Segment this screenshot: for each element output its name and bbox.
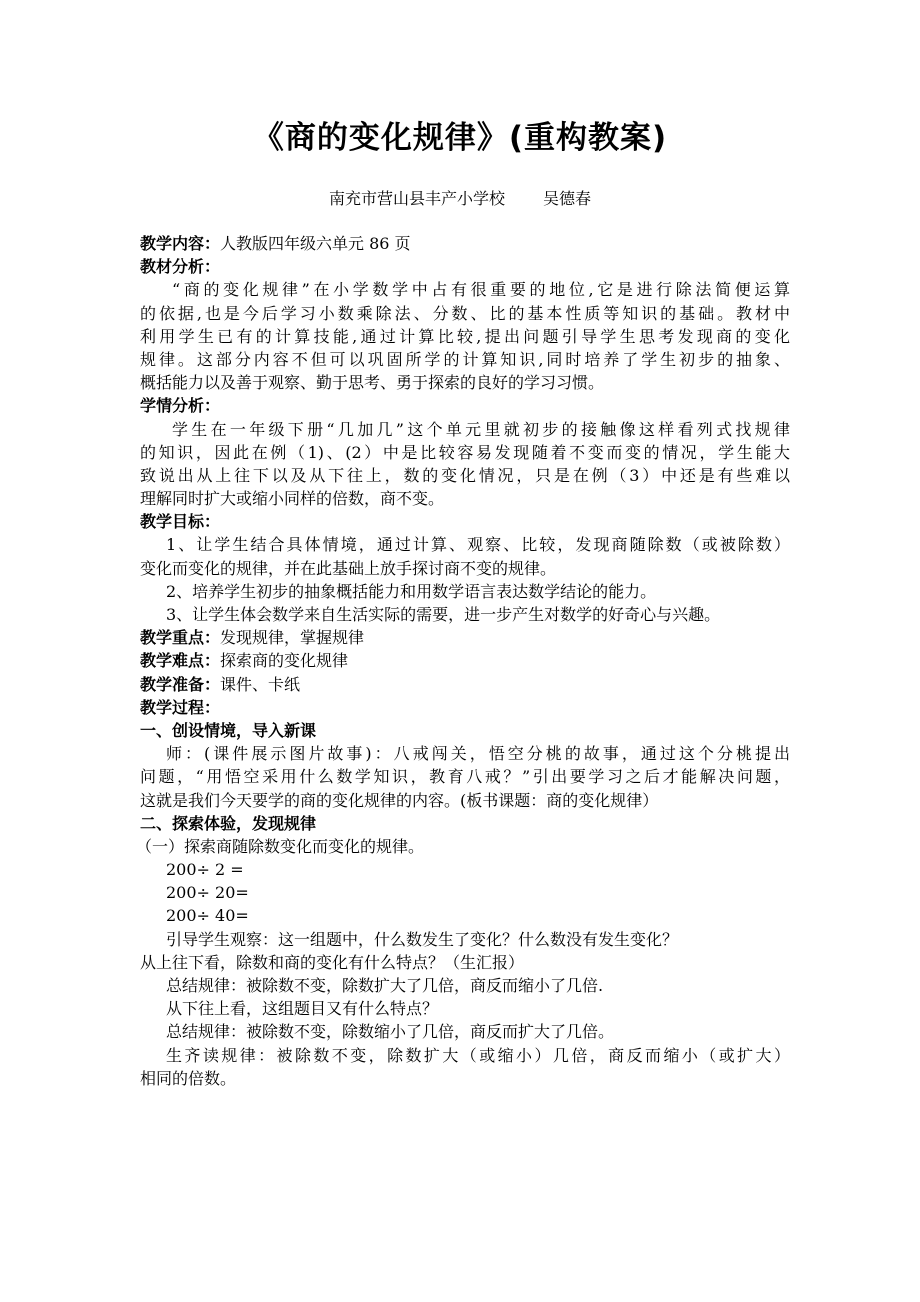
teaching-content-row: [140, 232, 790, 255]
objective-item: 2、培养学生初步的抽象概括能力和用数学语言表达数学结论的能力。: [166, 581, 657, 601]
paragraph-line: 的知识，因此在例（1)、(2）中是比较容易发现随着不变而变的情况，学生能大: [140, 442, 790, 462]
section-heading-student-analysis: 学情分析：: [140, 396, 221, 416]
section-heading-material-analysis: 教材分析：: [140, 257, 221, 277]
section-heading-objectives: 教学目标：: [140, 512, 221, 532]
paragraph-line: 这就是我们今天要学的商的变化规律的内容。(板书课题：商的变化规律）: [140, 790, 659, 810]
sub-heading: （一）探索商随除数变化而变化的规律。: [136, 836, 425, 856]
equation: 200÷ 20=: [166, 883, 249, 903]
document-title: 《商的变化规律》(重构教案): [252, 120, 668, 156]
paragraph-line: 变化而变化的规律，并在此基础上放手探讨商不变的规律。: [140, 558, 557, 578]
paragraph-line: 总结规律：被除数不变，除数缩小了几倍，商反而扩大了几倍。: [166, 1022, 615, 1042]
section-heading-process: 教学过程：: [140, 697, 221, 717]
section-text: 探索商的变化规律: [220, 651, 349, 671]
objective-item: 3、让学生体会数学来自生活实际的需要，进一步产生对数学的好奇心与兴趣。: [166, 605, 721, 624]
equation: 200÷ 2 =: [166, 860, 244, 880]
paragraph-line: 相同的倍数。: [140, 1068, 237, 1088]
paragraph-line: 从上往下看，除数和商的变化有什么特点？（生汇报）: [140, 952, 525, 972]
paragraph-line: 利用学生已有的计算技能,通过计算比较,提出问题引导学生思考发现商的变化: [140, 326, 790, 346]
preparation-row: [140, 673, 790, 696]
paragraph-line: 学生在一年级下册“几加几”这个单元里就初步的接触像这样看列式找规律: [172, 419, 790, 439]
author-name: 吴德春: [543, 189, 592, 208]
paragraph-line: 总结规律：被除数不变，除数扩大了几倍，商反而缩小了几倍.: [166, 976, 604, 995]
paragraph-line: 引导学生观察：这一组题中，什么数发生了变化？什么数没有发生变化？: [166, 929, 679, 949]
paragraph-line: 规律。这部分内容不但可以巩固所学的计算知识,同时培养了学生初步的抽象、: [140, 349, 790, 369]
paragraph-line: “商的变化规律”在小学数学中占有很重要的地位,它是进行除法简便运算: [172, 280, 790, 300]
section-text: 课件、卡纸: [220, 674, 301, 694]
paragraph-line: 从下往上看，这组题目又有什么特点？: [166, 999, 439, 1019]
section-label: 教学难点：: [140, 651, 221, 671]
section-label: 教学准备：: [140, 674, 221, 694]
section-label: 教学内容：: [140, 234, 221, 253]
step-heading: 二、探索体验，发现规律: [140, 813, 317, 833]
paragraph-line: 概括能力以及善于观察、勤于思考、勇于探索的良好的学习习惯。: [140, 373, 605, 393]
difficulty-row: [140, 649, 790, 672]
paragraph-line: 师：(课件展示图片故事)：八戒闯关，悟空分桃的故事，通过这个分桃提出: [166, 744, 790, 764]
step-heading: 一、创设情境，导入新课: [140, 720, 317, 740]
lesson-plan-body: [136, 232, 790, 1090]
objective-item: 1、让学生结合具体情境，通过计算、观察、比较，发现商随除数（或被除数）: [166, 535, 790, 555]
paragraph-line: 理解同时扩大或缩小同样的倍数，商不变。: [140, 489, 445, 509]
section-text: 人教版四年级六单元 86 页: [220, 234, 411, 253]
paragraph-line: 问题，“用悟空采用什么数学知识，教育八戒？”引出要学习之后才能解决问题，: [140, 767, 790, 787]
equation: 200÷ 40=: [166, 906, 249, 926]
section-text: 发现规律，掌握规律: [220, 628, 365, 648]
author-line: [0, 186, 920, 209]
section-label: 教学重点：: [140, 628, 221, 648]
paragraph-line: 的依据,也是今后学习小数乘除法、分数、比的基本性质等知识的基础。教材中: [140, 303, 790, 323]
paragraph-line: 致说出从上往下以及从下往上，数的变化情况，只是在例（3）中还是有些难以: [140, 465, 790, 485]
paragraph-line: 生齐读规律：被除数不变，除数扩大（或缩小）几倍，商反而缩小（或扩大）: [166, 1045, 790, 1065]
key-point-row: [140, 626, 790, 649]
school-name: 南充市营山县丰产小学校: [328, 189, 505, 208]
